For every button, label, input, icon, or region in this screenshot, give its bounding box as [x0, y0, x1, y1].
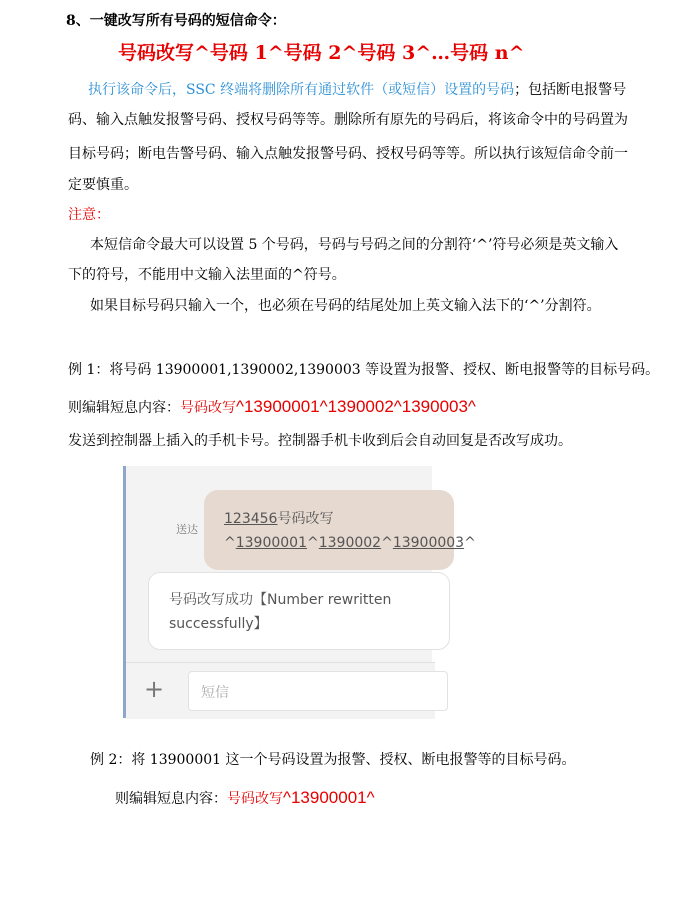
sent-password: 123456 — [224, 511, 278, 527]
sent-number-3: 13900003 — [392, 535, 465, 551]
section-heading: 8、一键改写所有号码的短信命令： — [66, 13, 286, 29]
sent-separator: ^ — [224, 535, 236, 551]
sent-number-1: 13900001 — [235, 535, 307, 551]
reply-line-2: successfully】 — [169, 616, 268, 632]
description-line-3: 目标号码；断电告警号码、输入点触发报警号码、授权号码等等。所以执行该短信命令前一 — [68, 146, 628, 162]
message-input-bar — [126, 662, 435, 719]
command-format: 号码改写^号码 1^号码 2^号码 3^…号码 n^ — [118, 42, 525, 64]
sent-message-line-2 — [224, 535, 476, 551]
sent-message-line-1 — [224, 508, 333, 528]
sms-screenshot — [123, 466, 476, 718]
description-line-4: 定要慎重。 — [68, 177, 138, 193]
description-line-2: 码、输入点触发报警号码、授权号码等等。删除所有原先的号码后，将该命令中的号码置为 — [68, 112, 628, 128]
plus-icon[interactable]: + — [144, 675, 165, 703]
sent-message-bubble — [204, 490, 476, 570]
note-line-2: 下的符号，不能用中文输入法里面的^符号。 — [68, 267, 346, 283]
example-1-edit-numbers: ^13900001^1390002^1390003^ — [236, 397, 476, 416]
example-2-edit-prefix: 则编辑短息内容： — [115, 791, 227, 807]
example-2-edit-numbers: ^13900001^ — [283, 788, 375, 807]
example-1-send-text: 发送到控制器上插入的手机卡号。控制器手机卡收到后会自动回复是否改写成功。 — [68, 433, 572, 449]
sent-separator: ^ — [307, 535, 319, 551]
note-label: 注意： — [68, 207, 110, 223]
sent-separator: ^ — [381, 535, 393, 551]
example-1-edit-prefix: 则编辑短息内容： — [68, 400, 180, 416]
sent-separator: ^ — [464, 535, 476, 551]
reply-line-1: 号码改写成功【Number rewritten — [169, 592, 392, 608]
reply-message-bubble — [148, 572, 450, 650]
description-highlight: 执行该命令后，SSC 终端将删除所有通过软件（或短信）设置的号码 — [88, 82, 515, 98]
description-line-1 — [88, 75, 626, 105]
sent-status-label: 送达 — [176, 523, 198, 536]
note-line-1: 本短信命令最大可以设置 5 个号码，号码与号码之间的分割符‘^’符号必须是英文输入 — [90, 237, 619, 253]
example-2-edit — [115, 783, 375, 814]
example-1-edit-cmd: 号码改写 — [180, 400, 236, 416]
example-1-text: 例 1：将号码 13900001,1390002,1390003 等设置为报警、授权、断电报警等的目标号码。 — [68, 362, 660, 378]
sms-input-field[interactable] — [188, 671, 448, 711]
sms-input-placeholder: 短信 — [201, 685, 229, 701]
sent-number-2: 1390002 — [318, 535, 382, 551]
sent-command: 号码改写 — [277, 511, 334, 527]
example-2-edit-cmd: 号码改写 — [227, 791, 283, 807]
example-2-text: 例 2：将 13900001 这一个号码设置为报警、授权、断电报警等的目标号码。 — [90, 752, 576, 768]
description-line-1-rest: ；包括断电报警号 — [514, 82, 627, 98]
example-1-edit — [68, 392, 476, 423]
note-line-3: 如果目标号码只输入一个，也必须在号码的结尾处加上英文输入法下的‘^’分割符。 — [90, 298, 601, 314]
